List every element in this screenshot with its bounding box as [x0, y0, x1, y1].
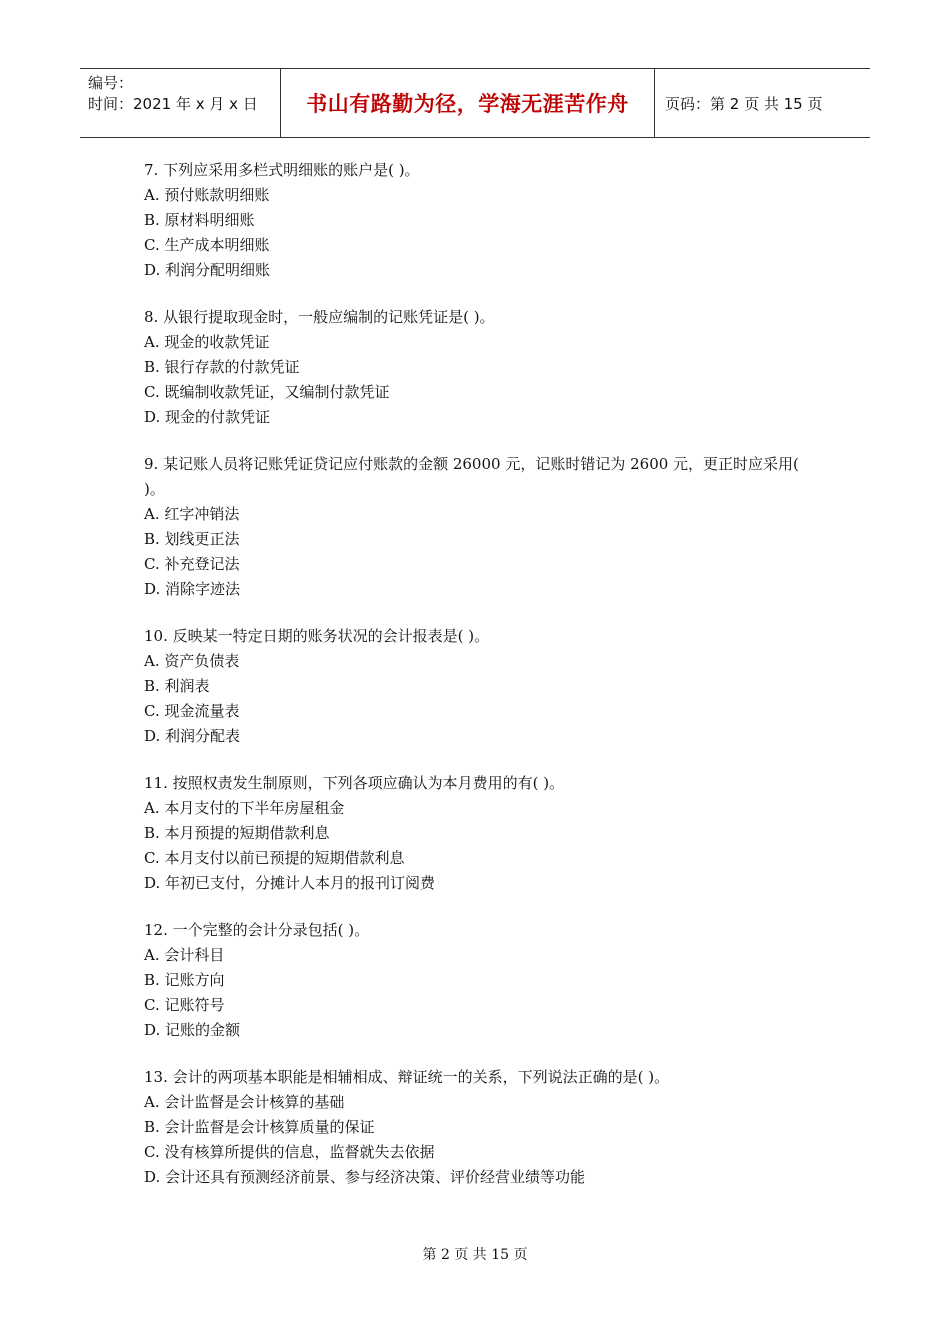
option-a: A. 会计监督是会计核算的基础: [144, 1093, 345, 1111]
option-d: D. 记账的金额: [144, 1021, 241, 1039]
page-footer: 第 2 页 共 15 页: [422, 1247, 528, 1263]
option-a: A. 现金的收款凭证: [144, 333, 270, 351]
option-d: D. 会计还具有预测经济前景、参与经济决策、评价经营业绩等功能: [144, 1168, 586, 1186]
question-11: [144, 771, 824, 896]
option-d: D. 消除字迹法: [144, 580, 241, 598]
question-stem: 10. 反映某一特定日期的账务状况的会计报表是( )。: [144, 627, 490, 645]
option-c: C. 记账符号: [144, 996, 225, 1014]
header-page-code: 页码：第 2 页 共 15 页: [665, 94, 823, 113]
question-8: [144, 305, 824, 430]
question-stem: 12. 一个完整的会计分录包括( )。: [144, 921, 370, 939]
question-12: [144, 918, 824, 1043]
option-a: A. 预付账款明细账: [144, 186, 270, 204]
time-label: 时间：2021 年 x 月 x 日: [88, 95, 258, 113]
question-stem: 8. 从银行提取现金时，一般应编制的记账凭证是( )。: [144, 308, 495, 326]
question-10: [144, 624, 824, 749]
header-meta: [80, 69, 281, 137]
option-a: A. 本月支付的下半年房屋租金: [144, 799, 345, 817]
option-a: A. 会计科目: [144, 946, 225, 964]
option-c: C. 没有核算所提供的信息，监督就失去依据: [144, 1143, 435, 1161]
option-b: B. 记账方向: [144, 971, 225, 989]
question-stem: 9. 某记账人员将记账凭证贷记应付账款的金额 26000 元，记账时错记为 2600 元，更正时应采用( )。: [144, 455, 799, 498]
option-c: C. 生产成本明细账: [144, 236, 270, 254]
question-9: [144, 452, 824, 602]
option-b: B. 银行存款的付款凭证: [144, 358, 300, 376]
option-d: D. 利润分配表: [144, 727, 241, 745]
question-stem: 7. 下列应采用多栏式明细账的账户是( )。: [144, 161, 420, 179]
option-b: B. 原材料明细账: [144, 211, 255, 229]
option-d: D. 利润分配明细账: [144, 261, 271, 279]
question-7: [144, 158, 824, 283]
option-c: C. 补充登记法: [144, 555, 240, 573]
option-b: B. 会计监督是会计核算质量的保证: [144, 1118, 375, 1136]
header-motto: 书山有路勤为径，学海无涯苦作舟: [281, 69, 655, 137]
question-stem: 11. 按照权责发生制原则，下列各项应确认为本月费用的有( )。: [144, 774, 565, 792]
option-b: B. 本月预提的短期借款利息: [144, 824, 330, 842]
option-c: C. 现金流量表: [144, 702, 240, 720]
option-a: A. 红字冲销法: [144, 505, 240, 523]
question-list: [144, 158, 824, 1212]
page-header: [80, 68, 870, 138]
question-13: [144, 1065, 824, 1190]
option-b: B. 划线更正法: [144, 530, 240, 548]
option-d: D. 年初已支付，分摊计人本月的报刊订阅费: [144, 874, 436, 892]
question-stem: 13. 会计的两项基本职能是相辅相成、辩证统一的关系，下列说法正确的是( )。: [144, 1068, 670, 1086]
option-a: A. 资产负债表: [144, 652, 240, 670]
option-b: B. 利润表: [144, 677, 210, 695]
option-c: C. 本月支付以前已预提的短期借款利息: [144, 849, 405, 867]
option-d: D. 现金的付款凭证: [144, 408, 271, 426]
option-c: C. 既编制收款凭证，又编制付款凭证: [144, 383, 390, 401]
code-label: 编号：: [88, 74, 134, 92]
